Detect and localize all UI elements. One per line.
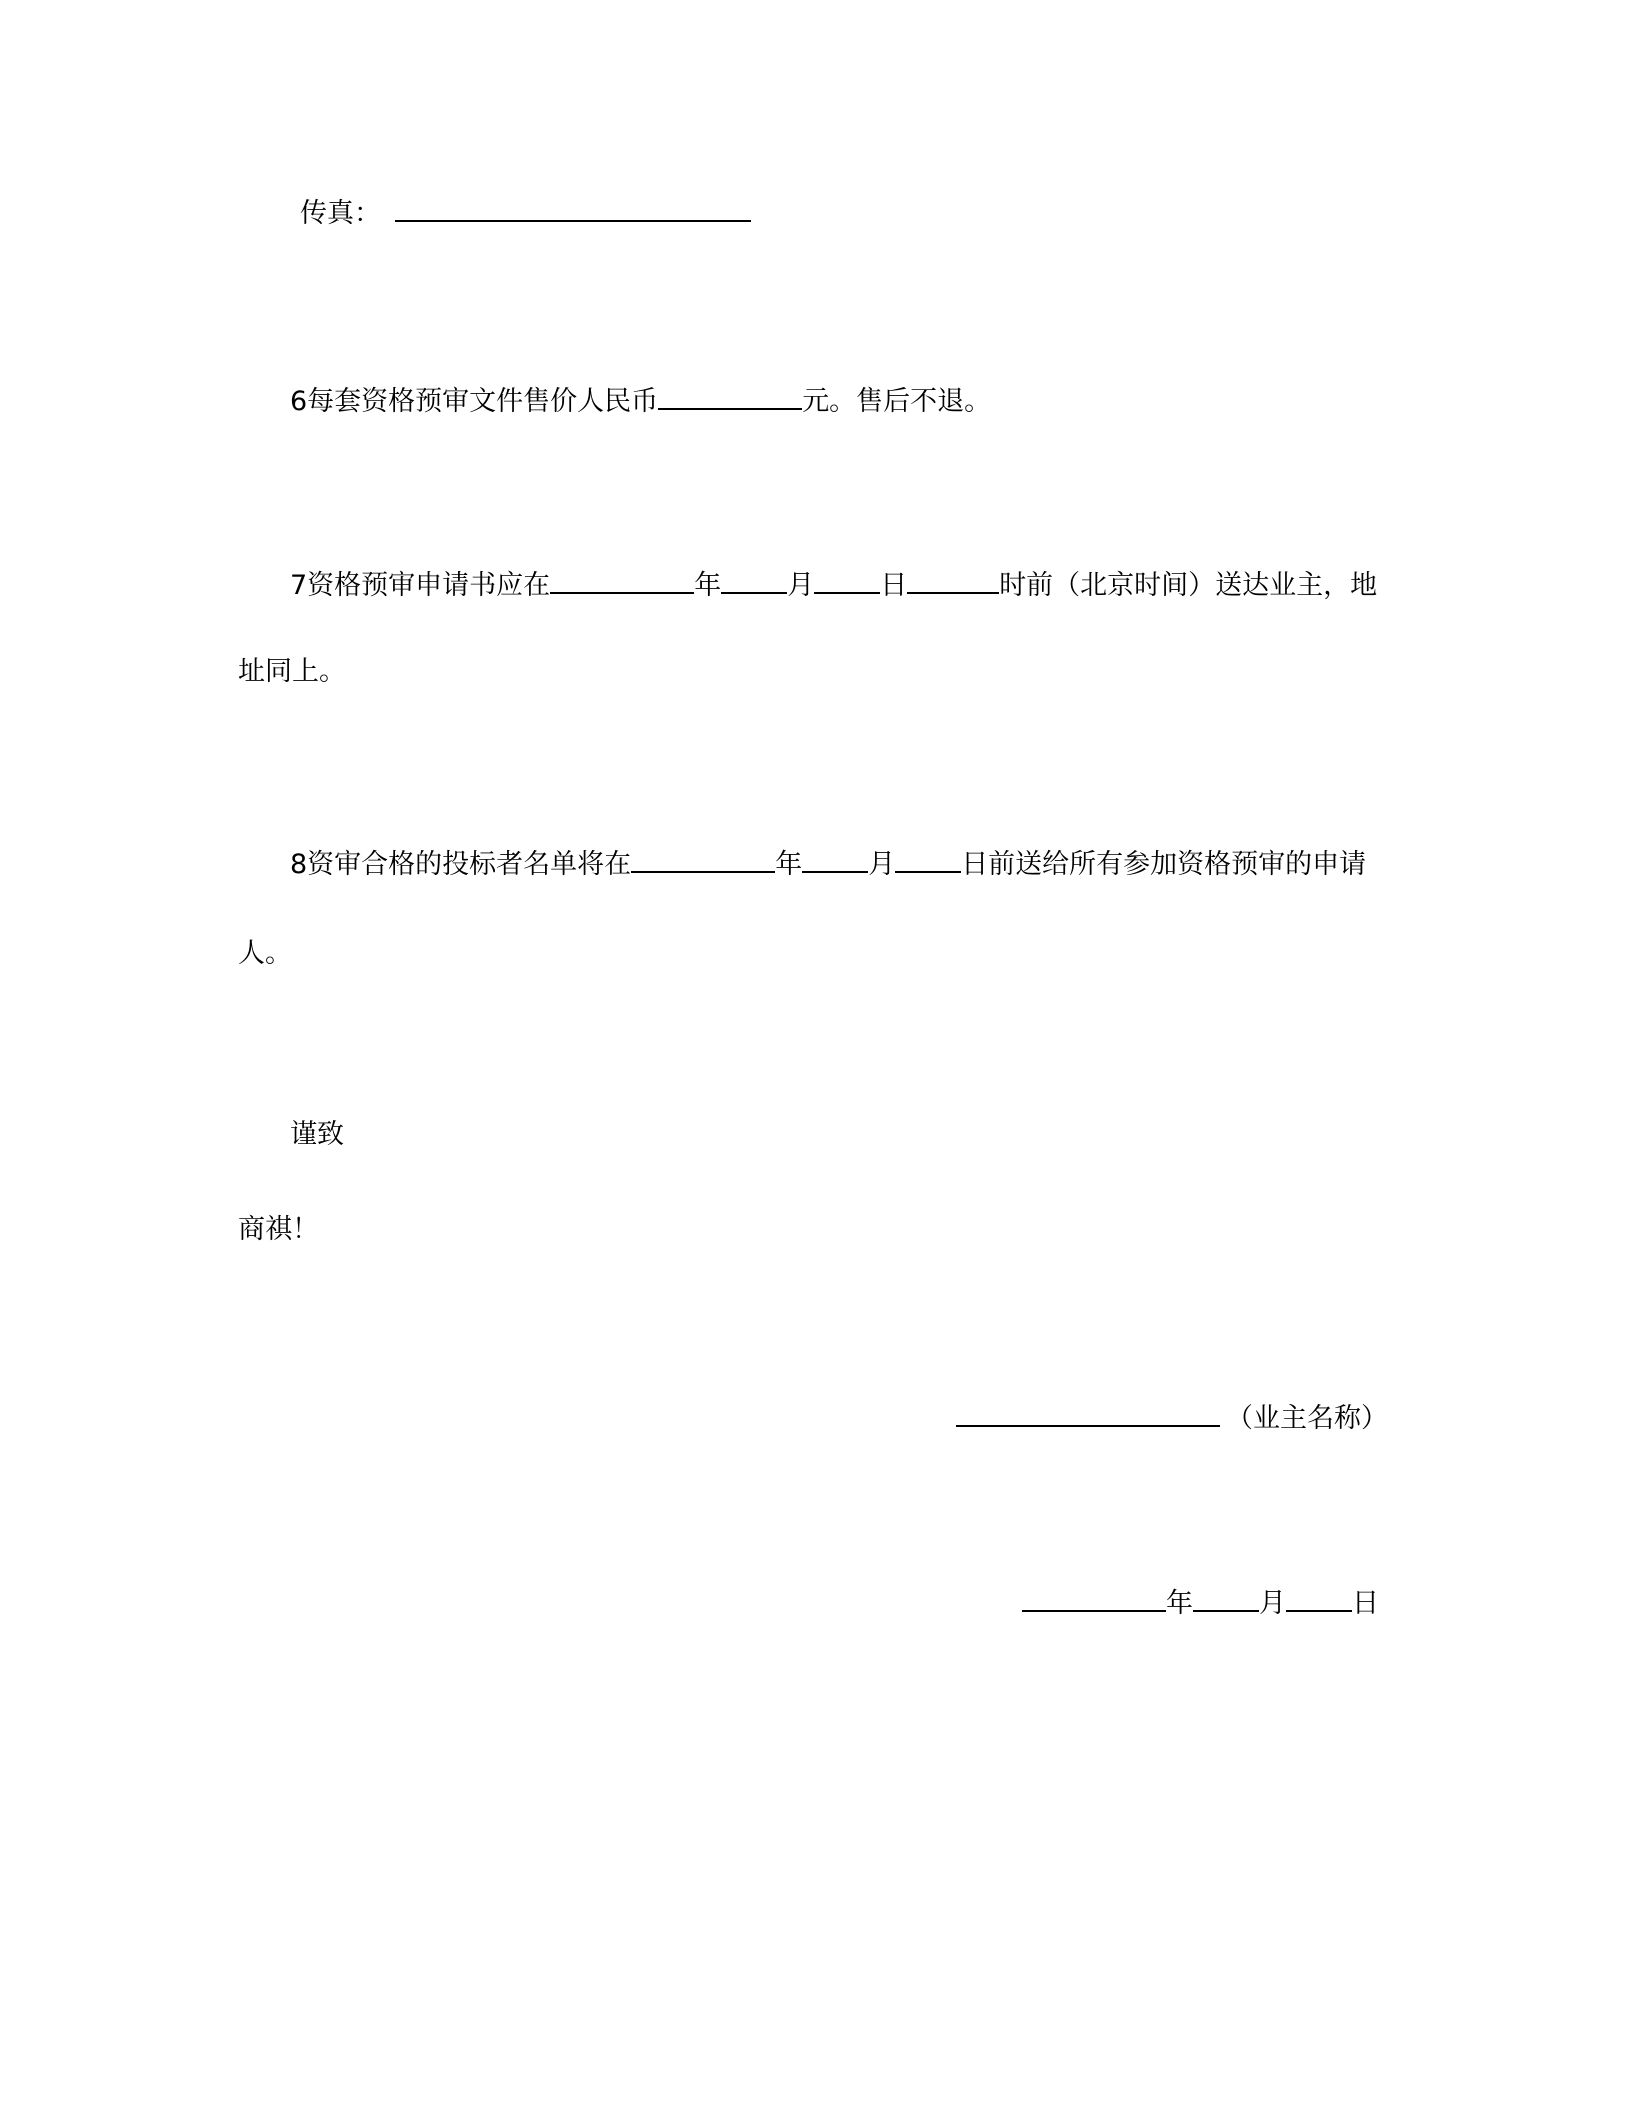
item-7-month-label: 月 [787,570,815,601]
item-7-day-blank [814,562,880,594]
fax-line [300,190,751,230]
signature-year-blank [1022,1580,1166,1612]
fax-label: 传真： [300,198,381,229]
owner-name-blank [956,1395,1220,1427]
signature-day-label: 日 [1352,1588,1379,1619]
item-7-year-blank [550,562,694,594]
item-8-month-label: 月 [868,849,896,880]
item-8-text-start: 8资审合格的投标者名单将在 [290,849,632,880]
item-7-continuation [238,652,346,692]
owner-name-label: （业主名称） [1226,1403,1388,1434]
item-7-year-label: 年 [694,570,722,601]
closing-greeting: 谨致 [290,1119,344,1150]
item-7-text-end: 时前（北京时间）送达业主，地 [999,570,1378,601]
item-6-text-start: 6每套资格预审文件售价人民币 [290,386,659,417]
owner-signature-line [956,1395,1388,1435]
item-8-month-blank [802,841,868,873]
signature-month-label: 月 [1259,1588,1286,1619]
item-7-continuation-text: 址同上。 [238,656,346,687]
item-8-year-label: 年 [775,849,803,880]
signature-month-blank [1193,1580,1259,1612]
item-6-text-end: 元。售后不退。 [802,386,992,417]
closing-line-2 [238,1210,319,1250]
item-7-day-label: 日 [880,570,908,601]
item-7-text-start: 7资格预审申请书应在 [290,570,551,601]
item-7-hour-blank [907,562,999,594]
signature-day-blank [1286,1580,1352,1612]
item-7-line [290,562,1377,602]
item-8-year-blank [631,841,775,873]
item-8-continuation-text: 人。 [238,938,292,969]
signature-date-line [1022,1580,1379,1620]
item-8-text-end: 日前送给所有参加资格预审的申请 [961,849,1367,880]
item-7-month-blank [721,562,787,594]
item-8-line [290,841,1366,881]
item-8-day-blank [895,841,961,873]
price-blank [658,378,802,410]
item-6-line [290,378,991,418]
closing-wish: 商祺！ [238,1214,319,1245]
item-8-continuation [238,934,292,974]
signature-year-label: 年 [1166,1588,1193,1619]
closing-line-1 [290,1115,344,1155]
fax-blank [395,190,751,222]
